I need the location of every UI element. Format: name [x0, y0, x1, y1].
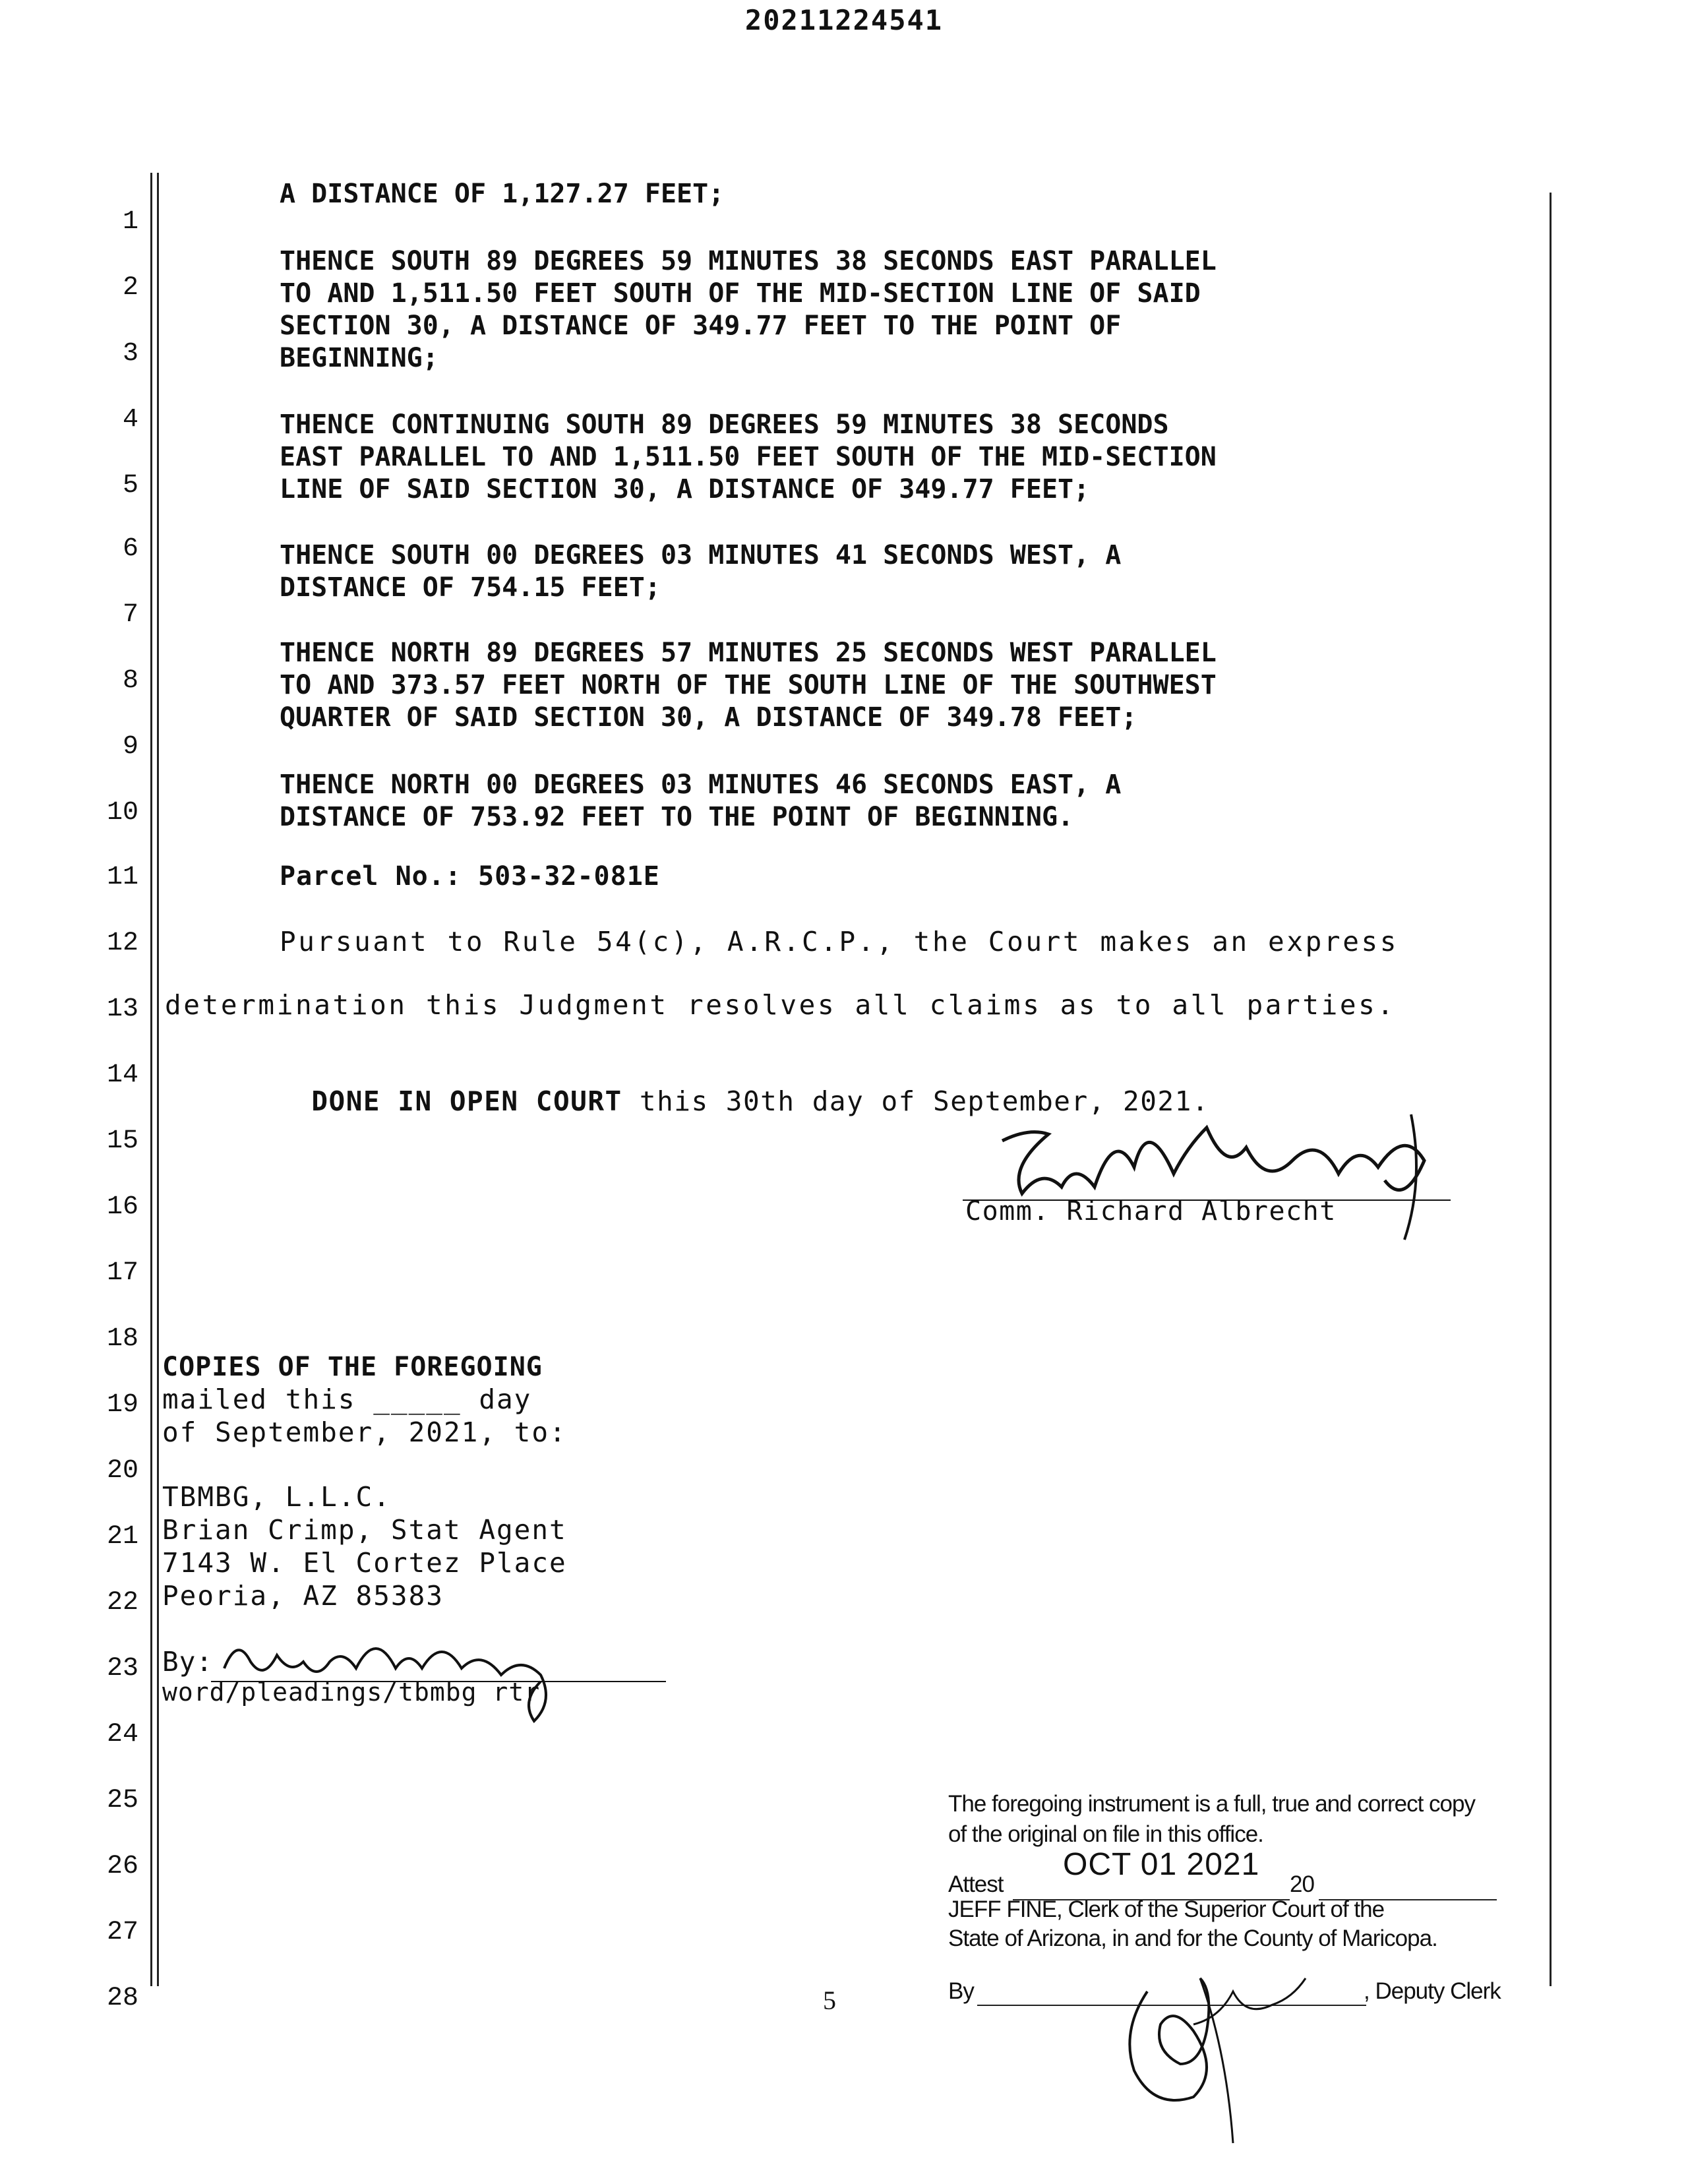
- line-number: 28: [106, 1984, 138, 2013]
- left-margin-rule-1: [150, 173, 152, 1986]
- clerk-name-line: JEFF FINE, Clerk of the Superior Court of the: [948, 1896, 1385, 1922]
- parcel-number: Parcel No.: 503-32-081E: [280, 861, 660, 892]
- text-line: TO AND 373.57 FEET NORTH OF THE SOUTH LINE OF THE SOUTHWEST: [280, 670, 1217, 700]
- legal-description-course-1: [280, 245, 1427, 375]
- text-line: BEGINNING;: [280, 343, 438, 373]
- legal-description-distance: [280, 178, 1427, 210]
- line-number: 18: [106, 1324, 138, 1354]
- text-line: EAST PARALLEL TO AND 1,511.50 FEET SOUTH OF THE MID-SECTION: [280, 442, 1217, 472]
- done-in-open-court-label: DONE IN OPEN COURT: [311, 1085, 622, 1117]
- rule-paragraph-line-1: Pursuant to Rule 54(c), A.R.C.P., the Court makes an express: [280, 926, 1399, 957]
- clerk-jurisdiction-line: State of Arizona, in and for the County of Maricopa.: [948, 1926, 1437, 1951]
- rule-paragraph-line-2: determination this Judgment resolves all claims as to all parties.: [165, 989, 1396, 1021]
- copies-mailed-line: mailed this _____ day: [162, 1383, 532, 1415]
- line-number: 7: [122, 600, 138, 630]
- line-number: 1: [122, 207, 138, 237]
- file-path: word/pleadings/tbmbg rtr: [162, 1678, 541, 1707]
- line-number: 25: [106, 1786, 138, 1815]
- addressee-name: TBMBG, L.L.C.: [162, 1481, 391, 1513]
- line-number: 21: [106, 1522, 138, 1552]
- line-number: 8: [122, 666, 138, 696]
- legal-description-course-5: [280, 769, 1427, 834]
- left-margin-rule-2: [157, 173, 159, 1986]
- text-line: THENCE NORTH 00 DEGREES 03 MINUTES 46 SECONDS EAST, A: [280, 770, 1122, 800]
- line-number: 24: [106, 1720, 138, 1749]
- text-line: THENCE SOUTH 00 DEGREES 03 MINUTES 41 SECONDS WEST, A: [280, 540, 1122, 570]
- line-number: 13: [106, 994, 138, 1024]
- copies-date-line: of September, 2021, to:: [162, 1416, 567, 1448]
- date-text: this 30th day of September, 2021.: [622, 1085, 1209, 1117]
- copies-heading: COPIES OF THE FOREGOING: [162, 1352, 543, 1382]
- line-number: 12: [106, 928, 138, 958]
- signer-name: Comm. Richard Albrecht: [965, 1196, 1337, 1227]
- addressee-street: 7143 W. El Cortez Place: [162, 1547, 567, 1579]
- text-line: QUARTER OF SAID SECTION 30, A DISTANCE OF 349.78 FEET;: [280, 702, 1137, 733]
- text-line: THENCE SOUTH 89 DEGREES 59 MINUTES 38 SECONDS EAST PARALLEL: [280, 246, 1217, 276]
- clerk-signature: [211, 1609, 673, 1728]
- deputy-by-label: By: [948, 1978, 974, 2004]
- certification-line-1: The foregoing instrument is a full, true and correct copy: [948, 1791, 1475, 1817]
- line-number: 14: [106, 1060, 138, 1090]
- legal-description-course-3: [280, 539, 1427, 604]
- line-number: 2: [122, 273, 138, 303]
- line-number: 19: [106, 1390, 138, 1420]
- line-number: 22: [106, 1588, 138, 1618]
- line-number: 23: [106, 1654, 138, 1684]
- text-line: THENCE NORTH 89 DEGREES 57 MINUTES 25 SECONDS WEST PARALLEL: [280, 638, 1217, 668]
- document-number: 20211224541: [744, 4, 944, 36]
- text-line: TO AND 1,511.50 FEET SOUTH OF THE MID-SECTION LINE OF SAID: [280, 278, 1201, 309]
- text-line: SECTION 30, A DISTANCE OF 349.77 FEET TO THE POINT OF: [280, 311, 1122, 341]
- line-number: 26: [106, 1852, 138, 1881]
- line-number: 15: [106, 1126, 138, 1156]
- right-margin-rule: [1550, 193, 1552, 1986]
- line-number: 4: [122, 405, 138, 435]
- legal-description-course-4: [280, 637, 1427, 734]
- attest-date: OCT 01 2021: [1063, 1847, 1260, 1882]
- certification-line-2: of the original on file in this office.: [948, 1821, 1263, 1847]
- line-number: 10: [106, 798, 138, 828]
- text-line: THENCE CONTINUING SOUTH 89 DEGREES 59 MINUTES 38 SECONDS: [280, 410, 1169, 440]
- addressee-agent: Brian Crimp, Stat Agent: [162, 1514, 567, 1546]
- line-number: 6: [122, 534, 138, 564]
- text-line: A DISTANCE OF 1,127.27 FEET;: [280, 179, 725, 209]
- line-number: 20: [106, 1456, 138, 1486]
- text-line: DISTANCE OF 754.15 FEET;: [280, 572, 661, 603]
- by-label: By:: [162, 1646, 214, 1678]
- line-number: 17: [106, 1258, 138, 1288]
- line-number: 5: [122, 471, 138, 501]
- text-line: DISTANCE OF 753.92 FEET TO THE POINT OF BEGINNING.: [280, 802, 1074, 832]
- addressee-city: Peoria, AZ 85383: [162, 1580, 444, 1612]
- line-number: 3: [122, 339, 138, 369]
- text-line: LINE OF SAID SECTION 30, A DISTANCE OF 349.77 FEET;: [280, 474, 1090, 504]
- page-number: 5: [823, 1986, 836, 2015]
- line-number: 27: [106, 1918, 138, 1947]
- deputy-clerk-label: , Deputy Clerk: [1364, 1978, 1501, 2004]
- line-number: 11: [106, 863, 138, 892]
- line-number: 9: [122, 732, 138, 762]
- line-number: 16: [106, 1192, 138, 1222]
- attest-label: Attest: [948, 1871, 1004, 1897]
- legal-description-course-2: [280, 409, 1427, 506]
- attest-year-prefix: 20: [1290, 1871, 1314, 1897]
- deputy-signature: [1095, 1952, 1306, 2150]
